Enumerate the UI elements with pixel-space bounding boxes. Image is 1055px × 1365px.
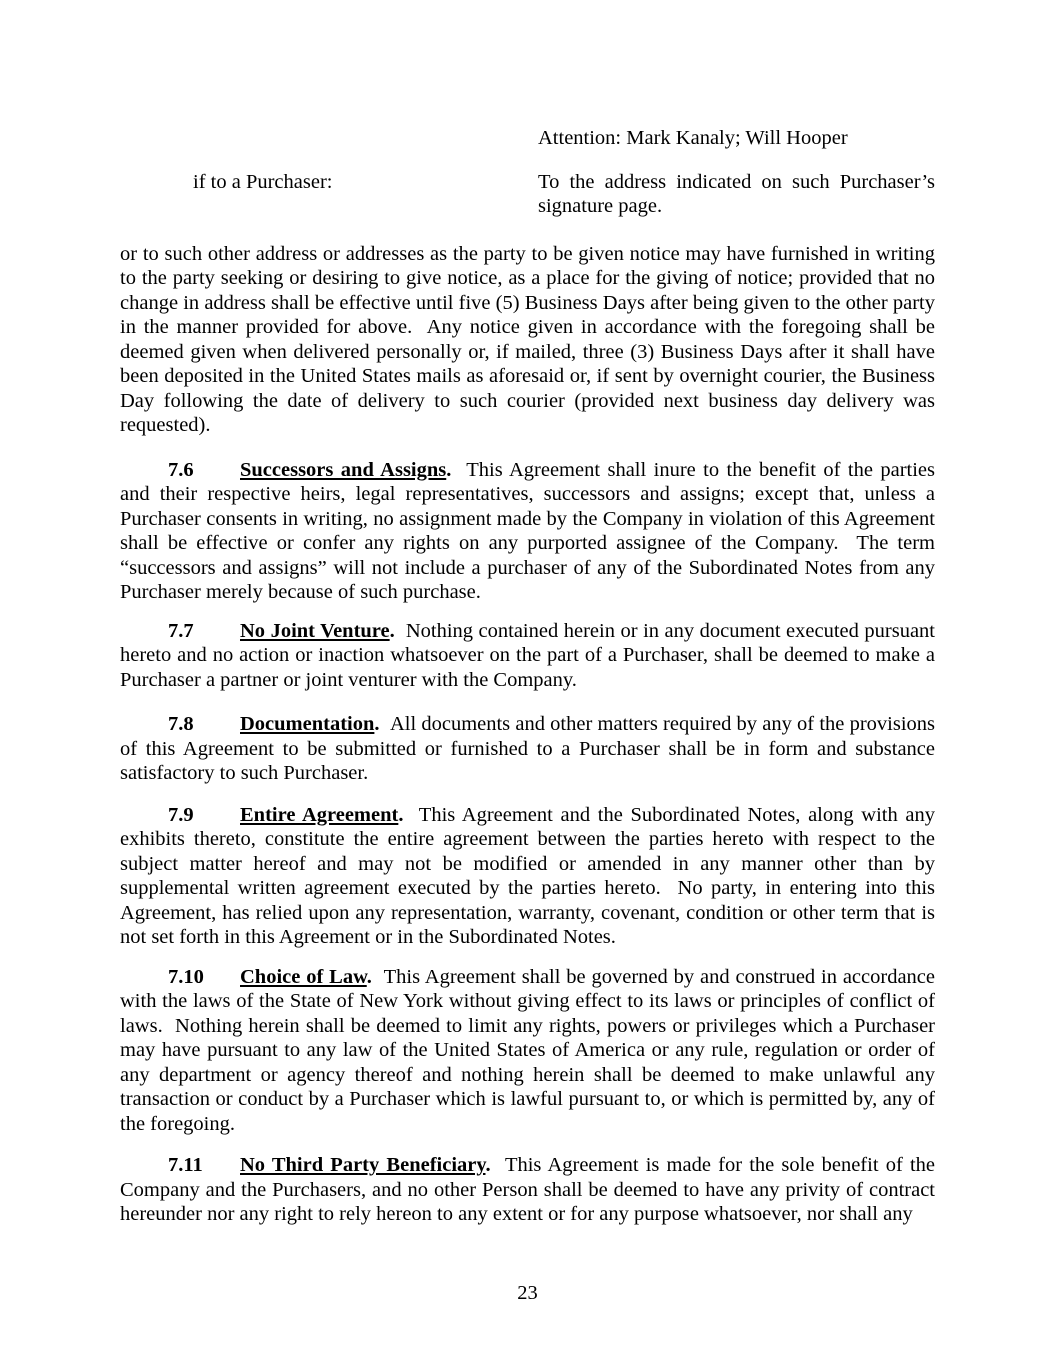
section-body: This Agreement shall be governed by and construed in accordance with the laws of the State of New York without giving effect to its laws or principles of conflict of laws. Nothing herein shall be deemed to limit any rights, powers or privileges which a Purchaser may have pursuant to any law of the United States of America or any rule, regulation or order of any department or agency thereof and nothing herein shall be deemed to make unlawful any transaction or conduct by a Purchaser which is lawful pursuant to, or which is permitted by, any of the foregoing.	[120, 965, 936, 1135]
section-separator: .	[366, 965, 384, 988]
section-7-9	[120, 803, 935, 950]
intro-paragraph: or to such other address or addresses as the party to be given notice may have furnished in writing to the party seeking or desiring to give notice, as a place for the giving of notice; provided that no change in address shall be effective until five (5) Business Days after being given to the other party in the manner provided for above. Any notice given in accordance with the foregoing shall be deemed given when delivered personally or, if mailed, three (3) Business Days after it shall have been deposited in the United States mails as aforesaid or, if sent by overnight courier, the Business Day following the date of delivery to such courier (provided next business day delivery was requested).	[120, 242, 935, 436]
section-7-8	[120, 712, 935, 786]
section-7-7	[120, 619, 935, 693]
section-body: Nothing contained herein or in any document executed pursuant hereto and no action or inaction whatsoever on the part of a Purchaser, shall be deemed to make a Purchaser a partner or joint venturer with the Company.	[120, 619, 935, 691]
section-number: 7.8	[168, 713, 194, 735]
section-title: Documentation	[240, 713, 375, 735]
notice-row-purchaser	[120, 170, 935, 219]
section-separator: .	[389, 619, 406, 642]
attention-line: Attention: Mark Kanaly; Will Hooper	[538, 127, 848, 149]
section-body: All documents and other matters required by any of the provisions of this Agreement to be submitted or furnished to a Purchaser shall be in form and substance satisfactory to such Purchaser.	[120, 713, 936, 784]
section-title: Entire Agreement	[240, 803, 399, 826]
section-title: Successors and Assigns	[240, 458, 447, 481]
page-number: 23	[517, 1282, 538, 1304]
section-number: 7.6	[168, 458, 194, 481]
section-7-6	[120, 458, 935, 605]
section-number: 7.10	[168, 965, 204, 988]
notice-left-label: if to a Purchaser:	[193, 170, 333, 193]
section-number: 7.11	[168, 1154, 203, 1176]
section-title: No Joint Venture	[240, 619, 390, 642]
section-title: Choice of Law	[240, 965, 367, 988]
section-number: 7.7	[168, 619, 194, 642]
section-separator: .	[485, 1154, 505, 1176]
section-separator: .	[398, 803, 419, 826]
notice-right-address: To the address indicated on such Purchaser’s signature page.	[538, 170, 935, 217]
section-number: 7.9	[168, 803, 194, 826]
section-body: This Agreement and the Subordinated Notes, along with any exhibits thereto, constitute the entire agreement between the parties hereto with respect to the subject matter hereof and may not be modified or amended in any manner other than by supplemental written agreement executed by the parties hereto. No party, in entering into this Agreement, has relied upon any representation, warranty, covenant, condition or other term that is not set forth in this Agreement or in the Subordinated Notes.	[120, 803, 935, 948]
section-separator: .	[446, 458, 467, 481]
section-separator: .	[374, 713, 390, 735]
section-body: This Agreement shall inure to the benefit of the parties and their respective heirs, legal representatives, successors and assigns; except that, unless a Purchaser consents in writing, no assignment made by the Company in violation of this Agreement shall be effective or confer any rights on any purported assignee of the Company. The term “successors and assigns” will not include a purchaser of any of the Subordinated Notes from any Purchaser merely because of such purchase.	[120, 458, 935, 603]
section-7-10	[120, 965, 935, 1137]
section-body: This Agreement is made for the sole benefit of the Company and the Purchasers, and no other Person shall be deemed to have any privity of contract hereunder nor any right to rely hereon to any extent or for any purpose whatsoever, nor shall any	[120, 1154, 935, 1225]
section-title: No Third Party Beneficiary	[240, 1154, 486, 1176]
section-7-11	[120, 1153, 935, 1227]
